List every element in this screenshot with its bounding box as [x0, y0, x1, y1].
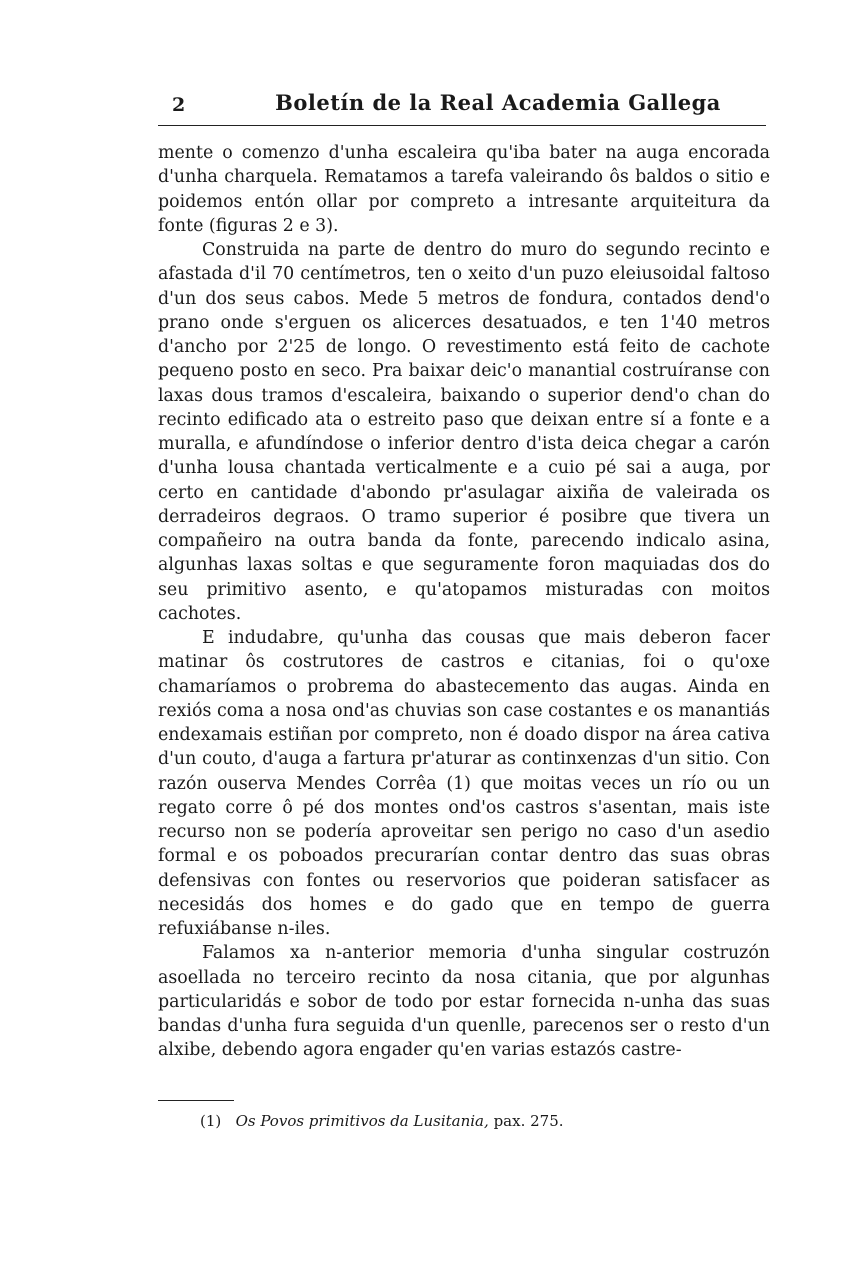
paragraph-2: Construida na parte de dentro do muro do segundo recinto e afastada d'il 70 centímetros, ten o xeito d'un puzo eleiusoidal faltoso d'un dos seus cabos. Mede 5 metros de fondura, contados dend'o prano onde s'erguen os alicerces desatuados, e ten 1'40 metros d'ancho por 2'25 de longo. O revestimento está feito de cachote pequeno posto en seco. Pra baixar deic'o manantial costruíranse con laxas dous tramos d'escaleira, baixando o superior dend'o chan do recinto edificado ata o estreito paso que deixan entre sí a fonte e a muralla, e afundíndose o inferior dentro d'ista deica chegar a carón d'unha lousa chantada verticalmente e a cuio pé sai a auga, por certo en cantidade d'abondo pr'asulagar aixiña de valeirada os derradeiros degraos. O tramo superior é posibre que tivera un compañeiro na outra banda da fonte, parecendo indicalo asina, algunhas laxas soltas e que seguramente foron maquiadas dos do seu primitivo asento, e qu'atopamos misturadas con moitos cachotes.	[158, 240, 770, 624]
journal-title: Boletín de la Real Academia Gallega	[275, 90, 721, 115]
header-divider	[158, 125, 766, 126]
paragraph-3-text: E indudabre, qu'unha das cousas que mais deberon facer matinar ôs costrutores de castros e citanias, foi o qu'oxe chamaríamos o probrema do abastecemento das augas. Ainda en rexiós coma a nosa ond'as chuvias son case costantes e os manantiás endexamais estiñan por compreto, non é doado dispor na área cativa d'un couto, d'auga a fartura pr'aturar as continxenzas d'un sitio. Con razón ouserva Mendes Corrêa	[158, 628, 770, 794]
footnote	[200, 1111, 760, 1131]
footnote-reference-text: pax. 275.	[493, 1112, 564, 1130]
paragraph-3-continuation: que moitas veces un río ou un regato corre ô pé dos montes ond'os castros s'asentan, mais iste recurso non se podería aproveitar sen perigo no caso d'un asedio formal e os poboados precurarían contar dentro das suas obras defensivas con fontes ou reservorios que poideran satisfacer as necesidás dos homes e do gado que en tempo de guerra refuxiábanse n-iles.	[158, 773, 771, 939]
paragraph-3	[158, 626, 770, 941]
page-number: 2	[172, 94, 186, 116]
footnote-title: Os Povos primitivos da Lusitania,	[235, 1112, 489, 1130]
footnote-reference: (1)	[446, 773, 471, 794]
paragraph-1: mente o comenzo d'unha escaleira qu'iba bater na auga encorada d'unha charquela. Rematamos a tarefa valeirando ôs baldos o sitio e poidemos entón ollar por compreto a intresante arquiteitura da fonte (figuras 2 e 3).	[158, 143, 770, 236]
footnote-divider	[158, 1100, 234, 1101]
paragraph-4: Falamos xa n-anterior memoria d'unha singular costruzón asoellada no terceiro recinto da nosa citania, que por algunhas particularidás e sobor de todo por estar fornecida n-unha das suas bandas d'unha fura seguida d'un quenlle, parecenos ser o resto d'un alxibe, debendo agora engader qu'en varias estazós castre-	[158, 943, 770, 1061]
running-head	[158, 88, 766, 124]
footnote-marker: (1)	[200, 1112, 222, 1130]
body-text	[158, 141, 770, 1063]
